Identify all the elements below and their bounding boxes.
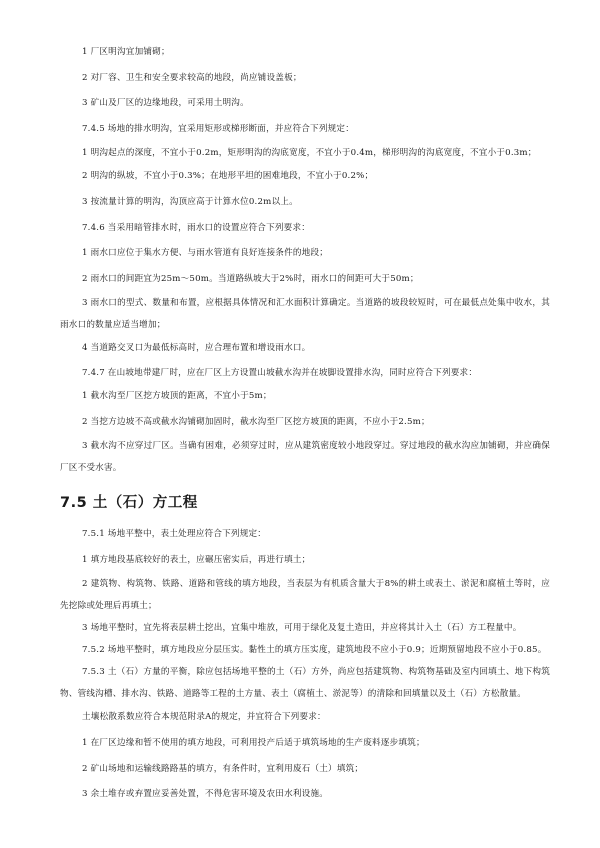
- clause-7-5-1: 7.5.1 场地平整中，表土处理应符合下列规定：: [82, 529, 267, 540]
- list-item: 1 截水沟至厂区挖方坡顶的距离，不宜小于5m；: [82, 390, 272, 401]
- list-item: 1 填方地段基底较好的表土，应碾压密实后，再进行填土；: [82, 554, 311, 565]
- list-item: 1 厂区明沟宜加铺砌；: [82, 47, 170, 57]
- paragraph: 土壤松散系数应符合本规范附录A的规定，并宜符合下列要求：: [82, 712, 326, 723]
- list-item: 1 在厂区边缘和暂不使用的填方地段，可利用投产后适于填筑场地的生产废料逐步填筑；: [82, 737, 425, 748]
- list-item: 1 雨水口应位于集水方便、与雨水管道有良好连接条件的地段；: [82, 248, 329, 259]
- list-item: 2 明沟的纵坡，不宜小于0.3%；在地形平坦的困难地段，不宜小于0.2%；: [82, 171, 374, 182]
- clause-7-5-3: 7.5.3 土（石）方量的平衡，除应包括场地平整的土（石）方外，尚应包括建筑物、构筑物基础及室内回填土、地下构筑物、管线沟槽、排水沟、铁路、道路等工程的土方量、表土（腐植土、淤泥等）的清除和回填量以及土（石）方松散量。: [60, 667, 550, 700]
- section-7-4-continued: [60, 40, 550, 479]
- list-item: 2 雨水口的间距宜为25m～50m。当道路纵坡大于2%时，雨水口的间距可大于50m；: [82, 273, 419, 284]
- list-item: 2 建筑物、构筑物、铁路、道路和管线的填方地段，当表层为有机质含量大于8%的耕土或表土、淤泥和腐植土等时，应先挖除或处理后再填土；: [60, 579, 550, 612]
- list-item: 4 当道路交叉口为最低标高时，应合理布置和增设雨水口。: [82, 343, 311, 354]
- section-heading: 7.5 土（石）方工程: [60, 495, 198, 512]
- section-7-5: [60, 522, 550, 808]
- list-item: 2 当挖方边坡不高或截水沟铺砌加固时，截水沟至厂区挖方坡顶的距离，不应小于2.5m；: [82, 416, 430, 427]
- list-item: 3 截水沟不应穿过厂区。当确有困难，必须穿过时，应从建筑密度较小地段穿过。穿过地段的截水沟应加铺砌，并应确保厂区不受水害。: [60, 441, 550, 474]
- list-item: 3 场地平整时，宜先将表层耕土挖出，宜集中堆放，可用于绿化及复土造田，并应将其计入土（石）方工程量中。: [82, 623, 522, 634]
- clause-7-5-2: 7.5.2 场地平整时，填方地段应分层压实。黏性土的填方压实度，建筑地段不应小于0.9；近期预留地段不应小于0.85。: [82, 645, 547, 656]
- clause-7-4-5: 7.4.5 场地的排水明沟，宜采用矩形或梯形断面，并应符合下列规定：: [82, 123, 355, 134]
- list-item: 3 矿山及厂区的边缘地段，可采用土明沟。: [82, 98, 249, 109]
- list-item: 2 对厂容、卫生和安全要求较高的地段，尚应铺设盖板；: [82, 72, 302, 83]
- list-item: 3 雨水口的型式、数量和布置，应根据具体情况和汇水面积计算确定。当道路的坡段较短时，可在最低点处集中收水，其雨水口的数量应适当增加；: [60, 298, 550, 331]
- clause-7-4-7: 7.4.7 在山坡地带建厂时，应在厂区上方设置山坡截水沟并在坡脚设置排水沟，同时应符合下列要求：: [82, 367, 478, 378]
- clause-7-4-6: 7.4.6 当采用暗管排水时，雨水口的设置应符合下列要求：: [82, 222, 311, 233]
- list-item: 1 明沟起点的深度，不宜小于0.2m，矩形明沟的沟底宽度，不宜小于0.4m，梯形明沟的沟底宽度，不宜小于0.3m；: [82, 148, 537, 159]
- page-content: [60, 40, 550, 808]
- list-item: 3 按流量计算的明沟，沟顶应高于计算水位0.2m以上。: [82, 196, 298, 207]
- list-item: 3 余土堆存或弃置应妥善处置，不得危害环境及农田水利设施。: [82, 789, 329, 800]
- list-item: 2 矿山场地和运输线路路基的填方，有条件时，宜利用废石（土）填筑；: [82, 763, 364, 774]
